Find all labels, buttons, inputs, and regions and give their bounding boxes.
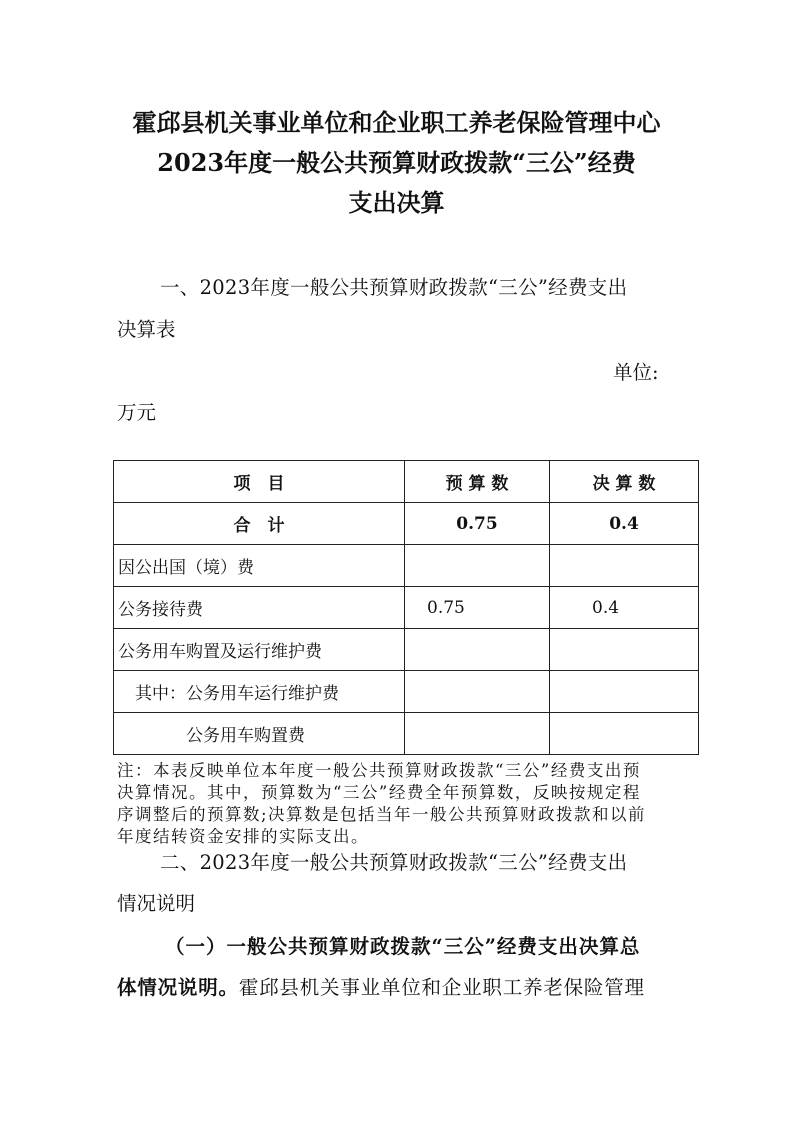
title-line-1: 霍邱县机关事业单位和企业职工养老保险管理中心 <box>132 108 661 137</box>
row-label: 因公出国（境）费 <box>114 545 405 587</box>
table-row <box>114 587 699 629</box>
title-line-2: 2023年度一般公共预算财政拨款“三公”经费 <box>157 148 636 177</box>
table-header-row <box>114 461 699 503</box>
note-line-4: 年度结转资金安排的实际支出。 <box>117 827 369 846</box>
row-budget: 0.75 <box>405 587 550 629</box>
row-label: 公务用车购置费 <box>114 713 405 755</box>
note-line-1: 注：本表反映单位本年度一般公共预算财政拨款“三公”经费支出预 <box>117 761 641 780</box>
total-actual: 0.4 <box>550 503 699 545</box>
subsection1-text <box>117 972 645 1000</box>
section2-heading-cont: 情况说明 <box>117 892 196 915</box>
section1-heading-cont: 决算表 <box>117 318 176 341</box>
row-actual <box>550 671 699 713</box>
total-budget: 0.75 <box>405 503 550 545</box>
row-label: 公务接待费 <box>114 587 405 629</box>
row-actual <box>550 713 699 755</box>
three-public-expense-table <box>113 460 699 755</box>
table-row <box>114 713 699 755</box>
section2-heading: 二、2023年度一般公共预算财政拨款“三公”经费支出 <box>160 851 628 874</box>
subsection1-body: 霍邱县机关事业单位和企业职工养老保险管理 <box>238 976 645 999</box>
row-actual <box>550 545 699 587</box>
note-line-3: 序调整后的预算数;决算数是包括当年一般公共预算财政拨款和以前 <box>117 805 647 824</box>
section1-heading: 一、2023年度一般公共预算财政拨款“三公”经费支出 <box>160 276 628 299</box>
header-item: 项 目 <box>114 461 405 503</box>
subsection1-heading: （一）一般公共预算财政拨款“三公”经费支出决算总 <box>165 935 641 958</box>
table-row <box>114 671 699 713</box>
subsection1-heading-cont: 体情况说明。 <box>117 976 239 999</box>
row-budget <box>405 629 550 671</box>
table-row <box>114 629 699 671</box>
title-line-3: 支出决算 <box>348 188 445 217</box>
table-total-row <box>114 503 699 545</box>
header-actual: 决 算 数 <box>550 461 699 503</box>
header-budget: 预 算 数 <box>405 461 550 503</box>
row-label: 其中：公务用车运行维护费 <box>114 671 405 713</box>
note-line-2: 决算情况。其中，预算数为“三公”经费全年预算数，反映按规定程 <box>117 783 641 802</box>
row-actual <box>550 629 699 671</box>
row-label: 公务用车购置及运行维护费 <box>114 629 405 671</box>
row-actual: 0.4 <box>550 587 699 629</box>
unit-label: 单位: <box>613 361 659 384</box>
total-label: 合 计 <box>114 503 405 545</box>
table-row <box>114 545 699 587</box>
row-budget <box>405 545 550 587</box>
row-budget <box>405 713 550 755</box>
row-budget <box>405 671 550 713</box>
unit-value: 万元 <box>117 401 157 424</box>
